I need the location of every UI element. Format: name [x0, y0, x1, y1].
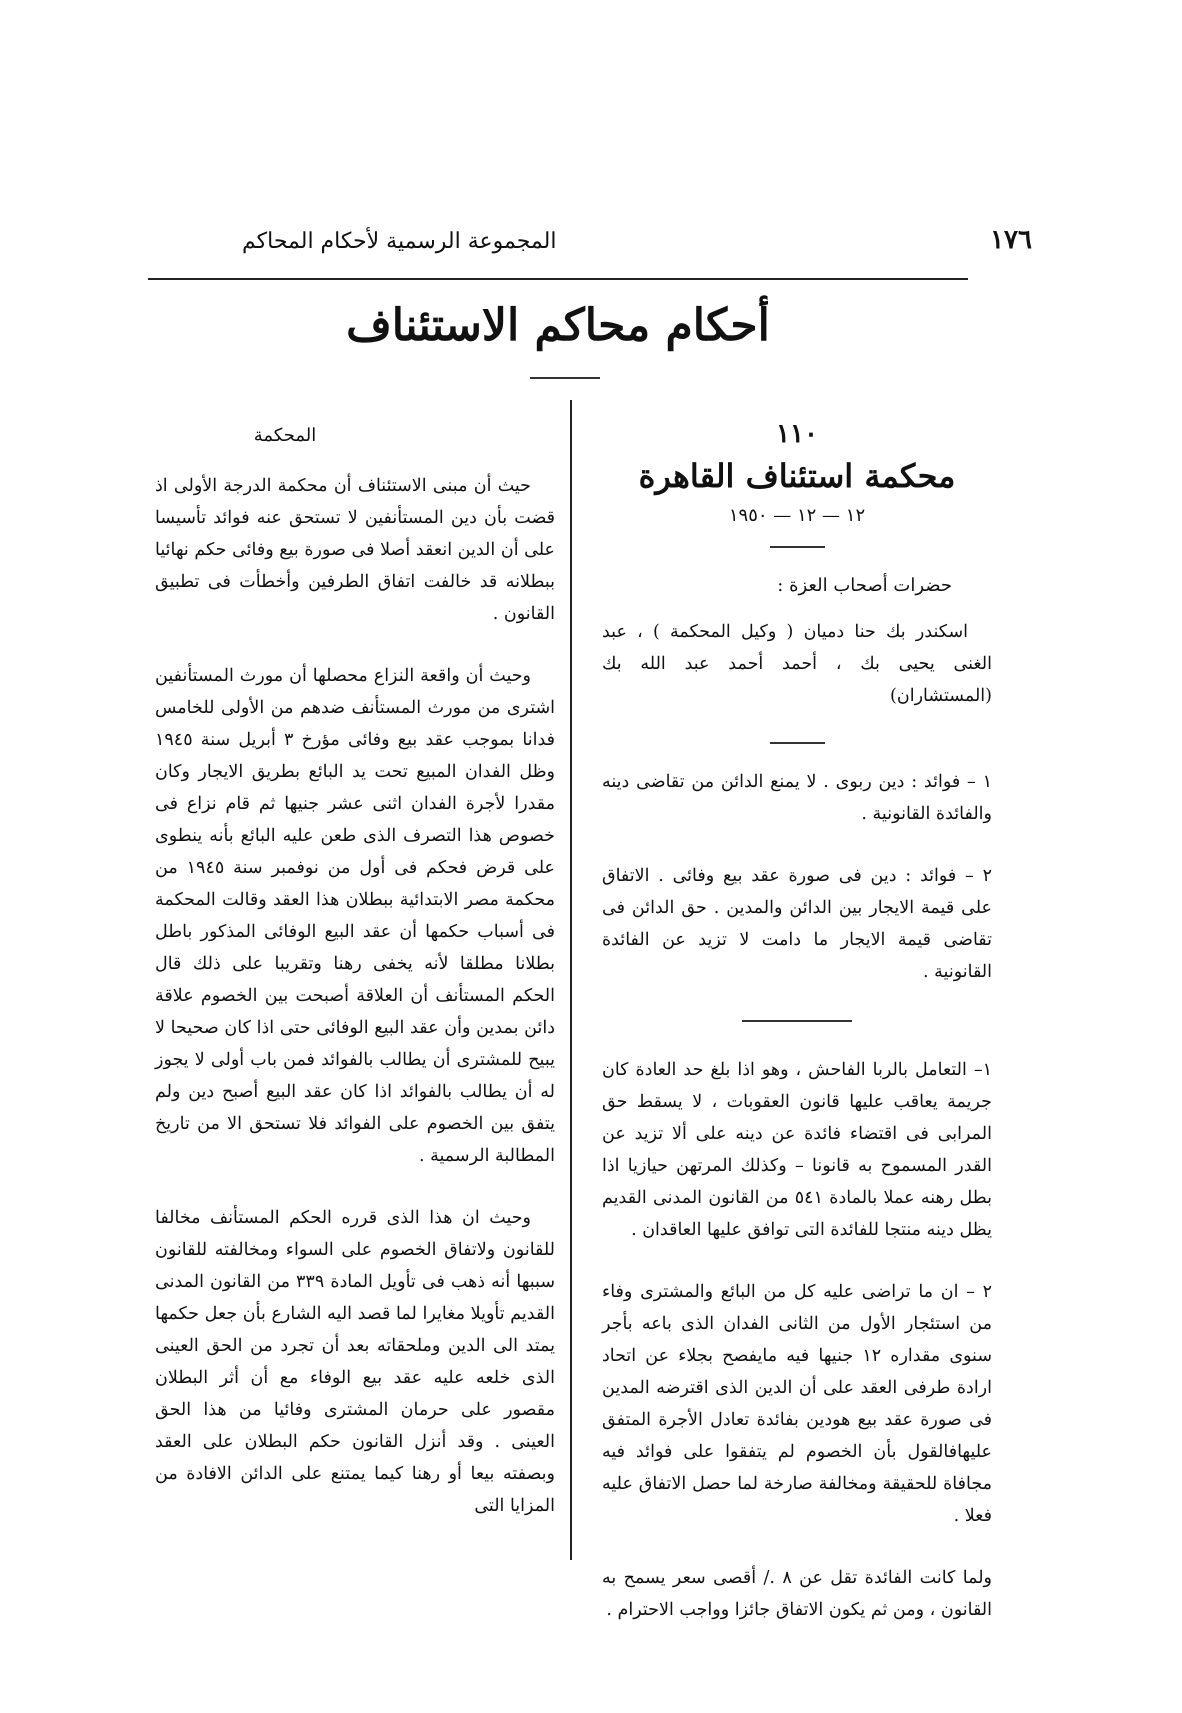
left-column	[155, 420, 555, 1552]
page-number: ١٧٦	[990, 225, 1032, 255]
summary-item: ٢ – فوائد : دين فى صورة عقد بيع وفائى . الاتفاق على قيمة الايجار بين الدائن والمدين . حق الدائن فى تقاضى قيمة الايجار ما دامت لا تزيد عن الفائدة القانونية .	[602, 866, 992, 982]
body-paragraph: وحيث أن واقعة النزاع محصلها أن مورث المستأنفين اشترى من مورث المستأنف ضدهم من الأولى للخامس فدانا بموجب عقد بيع وفائى مؤرخ ٣ أبريل سنة ١٩٤٥ وظل الفدان المبيع تحت يد البائع بطريق الايجار وكان مقدرا لأجرة الفدان اثنى عشر جنيها ثم قام نزاع فى خصوص هذا التصرف الذى طعن عليه البائع بأنه ينطوى على قرض فحكم فى أول من نوفمبر سنة ١٩٤٥ من محكمة مصر الابتدائية ببطلان هذا العقد وقالت المحكمة فى أسباب حكمها أن عقد البيع الوفائى المذكور باطل بطلانا مطلقا لأنه يخفى رهنا وتقريبا على ذلك قال الحكم المستأنف أن العلاقة أصبحت بين الخصوم علاقة دائن بمدين وأن عقد البيع الوفائى حتى اذا كان صحيحا لا يبيح للمشترى أن يطالب بالفوائد فمن باب أولى لا يجوز له أن يطالب بالفوائد اذا كان عقد البيع أصبح دين ولم يتفق بين الخصوم على الفوائد فلا تستحق الا من تاريخ المطالبة الرسمية .	[155, 666, 556, 1166]
date-rule	[770, 546, 825, 548]
column-divider	[570, 400, 572, 1560]
running-head: المجموعة الرسمية لأحكام المحاكم	[242, 229, 557, 254]
case-date: ١٢ — ١٢ — ١٩٥٠	[728, 505, 866, 526]
court-name: محكمة استئناف القاهرة	[638, 457, 956, 495]
case-number: ١١٠	[776, 419, 818, 449]
page-header	[212, 225, 1032, 255]
principle-ending: ولما كانت الفائدة تقل عن ٨ ./ أقصى سعر يسمح به القانون ، ومن ثم يكون الاتفاق جائزا وواجب الاحترام .	[602, 1568, 993, 1620]
judges-rule	[770, 742, 825, 744]
header-rule	[148, 278, 968, 280]
principle-item: ٢ – ان ما تراضى عليه كل من البائع والمشترى وفاء من استئجار الأول من الثانى الفدان الذى باعه بأجر سنوى مقداره ١٢ جنيها فيه مايفصح بجلاء عن اتحاد ارادة طرفى العقد على أن الدين الذى اقترضه المدين فى صورة عقد بيع هودين بفائدة تعادل الأجرة المتفق عليهافالقول بأن الخصوم لم يتفقوا على فوائد فيه مجافاة للحقيقة ومخالفة صارخة لما حصل الاتفاق عليه فعلا .	[602, 1282, 993, 1526]
summary-rule	[742, 1020, 852, 1022]
right-column	[602, 420, 992, 1656]
court-heading: المحكمة	[253, 425, 317, 446]
presence-heading: حضرات أصحاب العزة :	[777, 575, 952, 596]
judges-list: اسكندر بك حنا دميان ( وكيل المحكمة ) ، عبد الغنى يحيى بك ، أحمد أحمد عبد الله بك (المستشاران)	[602, 622, 992, 706]
body-paragraph: وحيث ان هذا الذى قرره الحكم المستأنف مخالفا للقانون ولاتفاق الخصوم على السواء ومخالفته للقانون سببها أنه ذهب فى تأويل المادة ٣٣٩ من القانون المدنى القديم تأويلا مغايرا لما قصد اليه الشارع بأن جعل حكمها يمتد الى الدين وملحقاته بعد أن تجرد من الحق العينى الذى خلعه عليه عقد بيع الوفاء مع أن أثر البطلان مقصور على حرمان المشترى وفائيا من هذا الحق العينى . وقد أنزل القانون حكم البطلان على العقد وبصفته بيعا أو رهنا كيما يمتنع على الدائن الافادة من المزايا التى	[155, 1208, 555, 1516]
principle-item: ١– التعامل بالربا الفاحش ، وهو اذا بلغ حد العادة كان جريمة يعاقب عليها قانون العقوبات ، لا يسقط حق المرابى فى اقتضاء فائدة عن دينه على ألا تزيد عن القدر المسموح به قانونا – وكذلك المرتهن حيازيا اذا بطل رهنه عملا بالمادة ٥٤١ من القانون المدنى القديم يظل دينه منتجا للفائدة التى توافق عليها العاقدان .	[602, 1060, 992, 1240]
section-title: أحكام محاكم الاستئناف	[346, 300, 770, 351]
body-paragraph: حيث أن مبنى الاستئناف أن محكمة الدرجة الأولى اذ قضت بأن دين المستأنفين لا تستحق عنه فوائد تأسيسا على أن الدين انعقد أصلا فى صورة بيع وفائى حكم نهائيا ببطلانه قد خالفت اتفاق الطرفين وأخطأت فى تطبيق القانون .	[155, 476, 555, 624]
summary-item: ١ – فوائد : دين ربوى . لا يمنع الدائن من تقاضى دينه والفائدة القانونية .	[602, 772, 992, 824]
title-rule	[530, 377, 600, 379]
